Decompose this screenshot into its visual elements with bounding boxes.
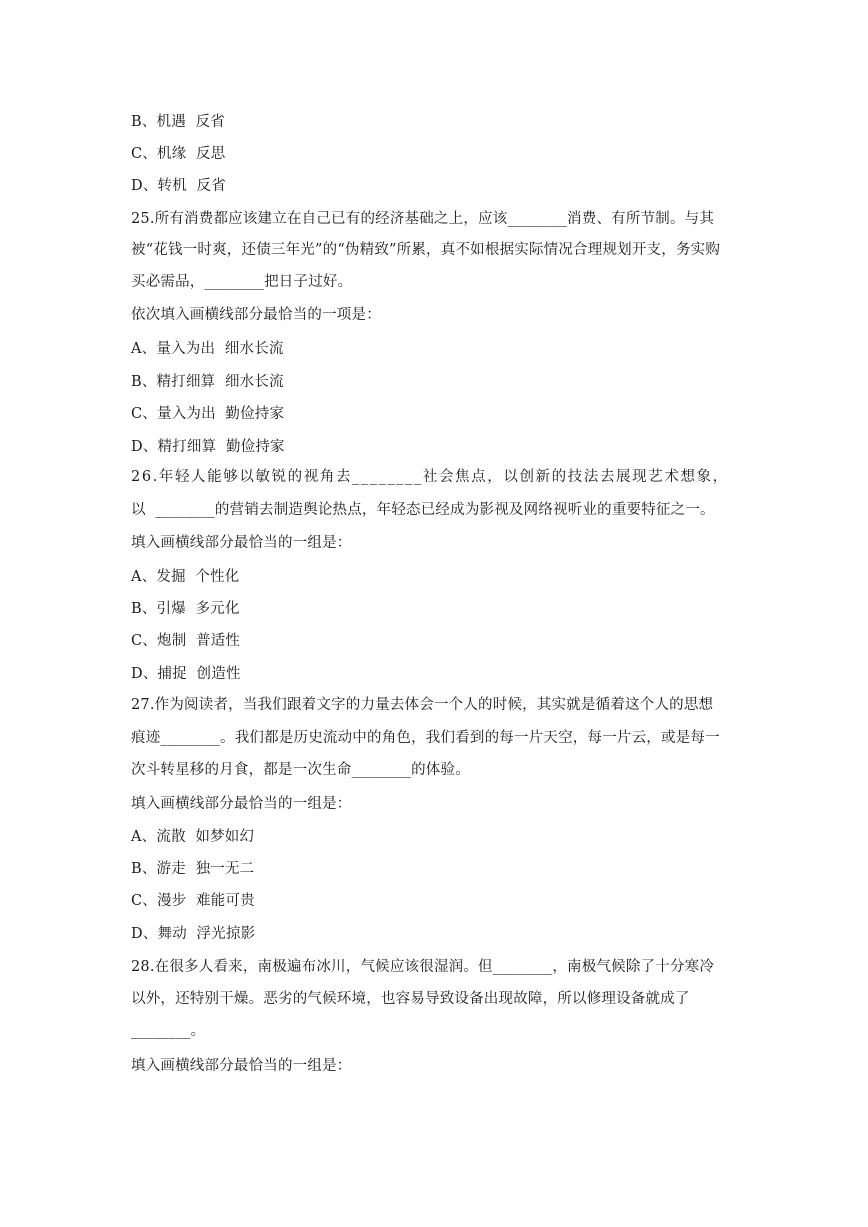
- q26-option-c: C、炮制 普适性: [131, 633, 241, 649]
- q28-instruction: 填入画横线部分最恰当的一组是：: [131, 1058, 352, 1074]
- q25-instruction: 依次填入画横线部分最恰当的一项是：: [131, 307, 381, 323]
- q25-stem-line-3: 买必需品，________把日子过好。: [131, 274, 353, 290]
- q24-option-b: B、机遇 反省: [131, 114, 225, 130]
- q25-stem-line-1: 25.所有消费都应该建立在自己已有的经济基础之上，应该________消费、有所节制。与其: [131, 211, 715, 227]
- q25-option-d: D、精打细算 勤俭持家: [131, 439, 285, 455]
- q27-stem-line-1: 27.作为阅读者，当我们跟着文字的力量去体会一个人的时候，其实就是循着这个人的思想: [131, 697, 714, 713]
- q25-option-b: B、精打细算 细水长流: [131, 374, 284, 390]
- q24-option-d: D、转机 反省: [131, 178, 226, 194]
- q28-stem-line-3: ________。: [131, 1023, 206, 1039]
- q26-option-d: D、捕捉 创造性: [131, 666, 241, 682]
- q28-stem-line-2: 以外，还特别干燥。恶劣的气候环境，也容易导致设备出现故障，所以修理设备就成了: [131, 991, 690, 1007]
- q27-stem-line-2: 痕迹________。我们都是历史流动中的角色，我们看到的每一片天空，每一片云，或是每一: [131, 730, 720, 746]
- q27-option-c: C、漫步 难能可贵: [131, 893, 255, 909]
- q25-option-a: A、量入为出 细水长流: [131, 341, 284, 357]
- q24-option-c: C、机缘 反思: [131, 146, 226, 162]
- q27-stem-line-3: 次斗转星移的月食，都是一次生命________的体验。: [131, 762, 470, 778]
- q25-stem-line-2: 被“花钱一时爽，还债三年光”的“伪精致”所累，真不如根据实际情况合理规划开支，务实购: [131, 242, 721, 258]
- q26-stem-line-2: 以 ________的营销去制造舆论热点，年轻态已经成为影视及网络视听业的重要特征之一。: [131, 502, 715, 518]
- q27-option-d: D、舞动 浮光掠影: [131, 926, 256, 942]
- q26-option-b: B、引爆 多元化: [131, 601, 240, 617]
- q27-instruction: 填入画横线部分最恰当的一组是：: [131, 796, 352, 812]
- q27-option-a: A、流散 如梦如幻: [131, 829, 255, 845]
- q27-option-b: B、游走 独一无二: [131, 861, 255, 877]
- q25-option-c: C、量入为出 勤俭持家: [131, 406, 285, 422]
- q26-option-a: A、发掘 个性化: [131, 569, 240, 585]
- q26-instruction: 填入画横线部分最恰当的一组是：: [131, 535, 352, 551]
- q28-stem-line-1: 28.在很多人看来，南极遍布冰川，气候应该很湿润。但________，南极气候除了十分寒冷: [131, 959, 715, 975]
- q26-stem-line-1: 26.年轻人能够以敏锐的视角去________社会焦点，以创新的技法去展现艺术想象，: [131, 469, 729, 485]
